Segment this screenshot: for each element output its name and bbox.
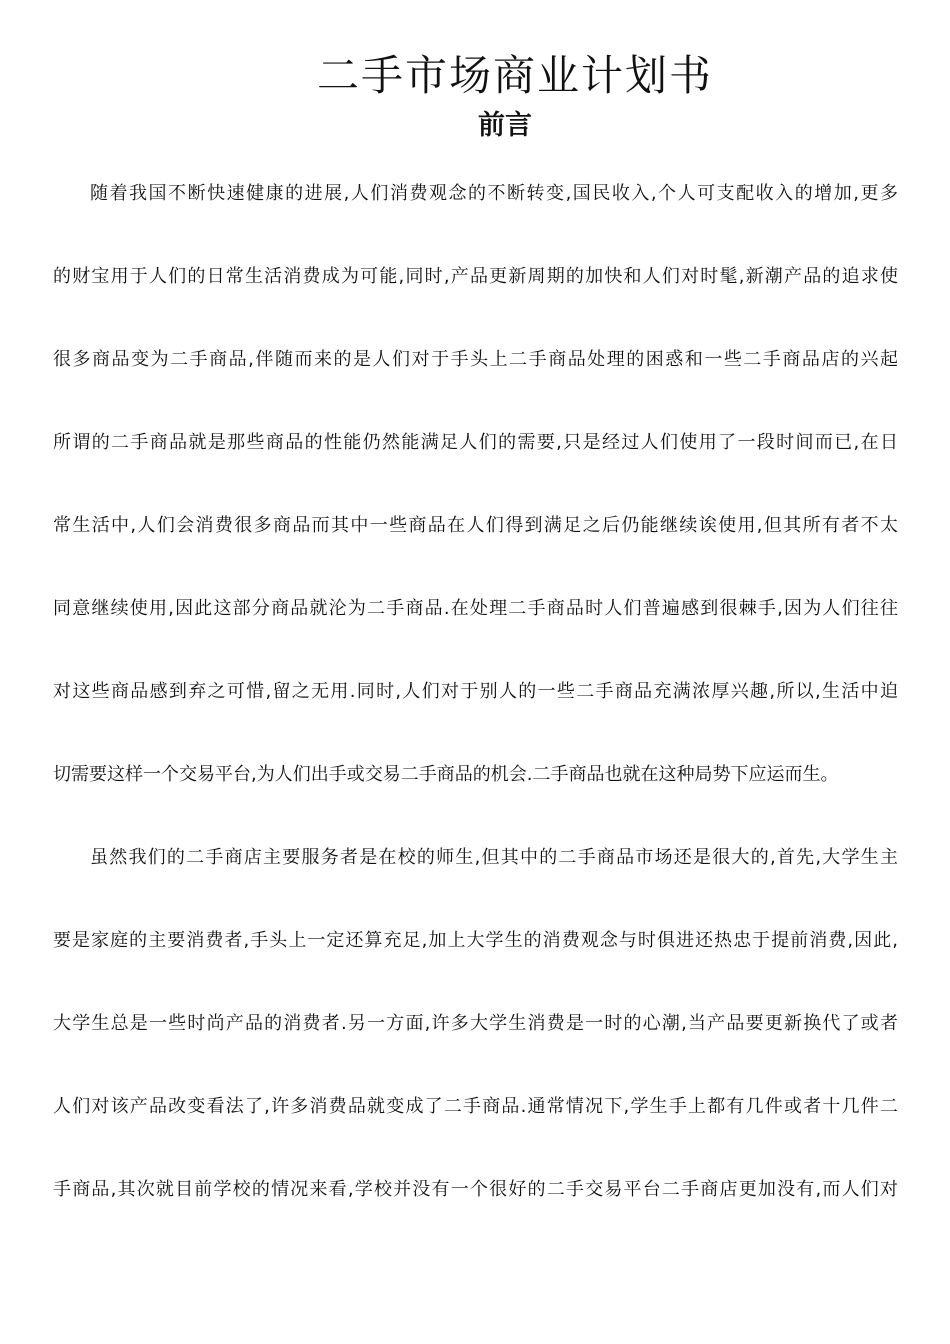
paragraph-line: 常生活中,人们会消费很多商品而其中一些商品在人们得到满足之后仍能继续诶使用,但其所有者不太: [53, 515, 898, 536]
paragraph-line: 的财宝用于人们的日常生活消费成为可能,同时,产品更新周期的加快和人们对时髦,新潮产品的追求使: [53, 266, 898, 287]
paragraph-line: 切需要这样一个交易平台,为人们出手或交易二手商品的机会.二手商品也就在这种局势下应运而生。: [53, 764, 839, 785]
paragraph-line: 大学生总是一些时尚产品的消费者.另一方面,许多大学生消费是一时的心潮,当产品要更新换代了或者: [53, 1013, 898, 1034]
paragraph-line: 同意继续使用,因此这部分商品就沦为二手商品.在处理二手商品时人们普遍感到很棘手,因为人们往往: [53, 598, 898, 619]
paragraph-line: 虽然我们的二手商店主要服务者是在校的师生,但其中的二手商品市场还是很大的,首先,大学生主: [90, 847, 898, 868]
paragraph-line: 要是家庭的主要消费者,手头上一定还算充足,加上大学生的消费观念与时俱进还热忠于提前消费,因此,: [53, 930, 898, 951]
paragraph-line: 随着我国不断快速健康的进展,人们消费观念的不断转变,国民收入,个人可支配收入的增加,更多: [90, 183, 898, 204]
paragraph-line: 手商品,其次就目前学校的情况来看,学校并没有一个很好的二手交易平台二手商店更加没有,而人们对: [53, 1179, 898, 1200]
document-title: 二手市场商业计划书: [316, 51, 713, 100]
paragraph-line: 很多商品变为二手商品,伴随而来的是人们对于手头上二手商品处理的困惑和一些二手商品店的兴起: [53, 349, 898, 370]
paragraph-line: 人们对该产品改变看法了,许多消费品就变成了二手商品.通常情况下,学生手上都有几件或者十几件二: [53, 1096, 898, 1117]
paragraph-line: 对这些商品感到弃之可惜,留之无用.同时,人们对于别人的一些二手商品充满浓厚兴趣,所以,生活中迫: [53, 681, 898, 702]
section-heading: 前言: [478, 110, 532, 141]
paragraph-line: 所谓的二手商品就是那些商品的性能仍然能满足人们的需要,只是经过人们使用了一段时间而已,在日: [53, 432, 898, 453]
